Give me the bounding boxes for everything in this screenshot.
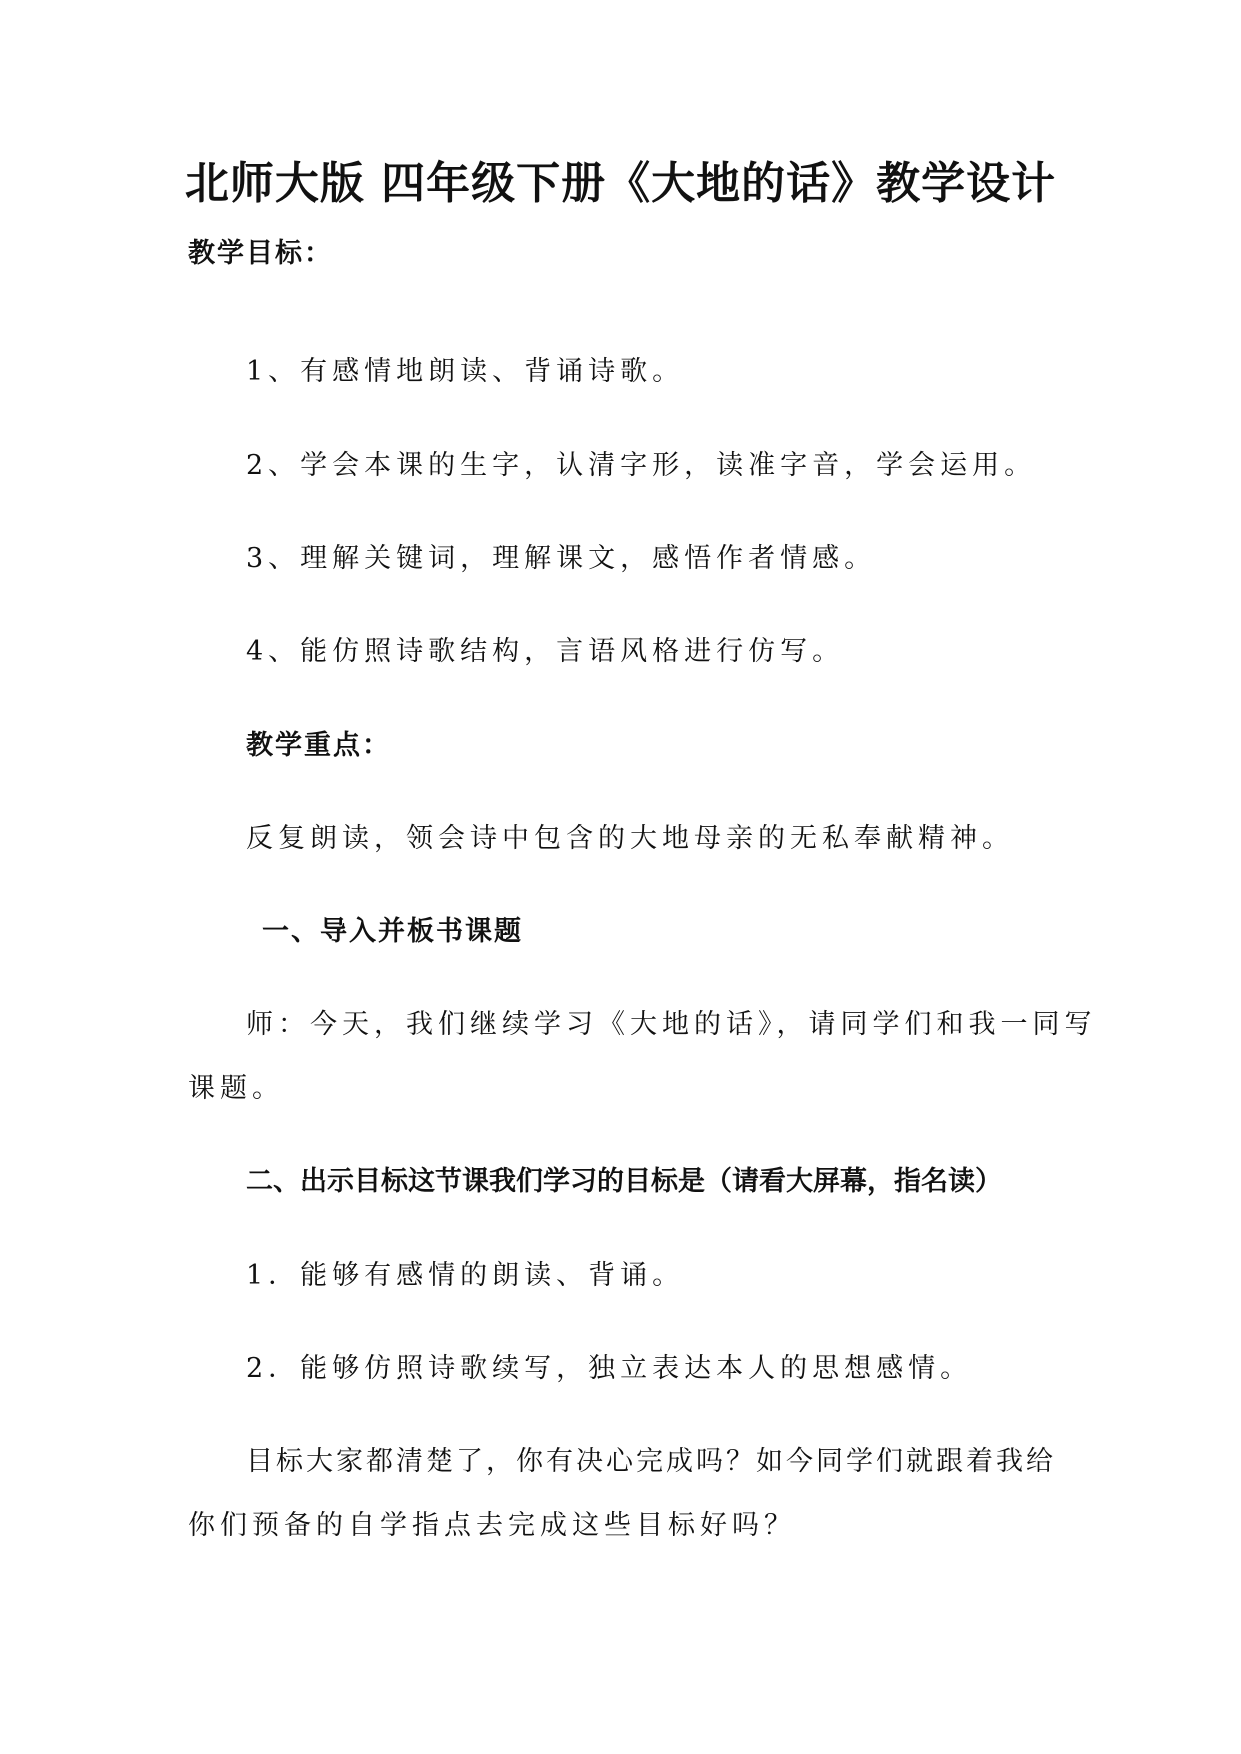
section-2-paragraph-line-1: 目标大家都清楚了，你有决心完成吗？如今同学们就跟着我给 — [246, 1446, 1056, 1477]
section-1-heading: 一、导入并板书课题 — [262, 916, 523, 947]
objective-item-4: 4、能仿照诗歌结构，言语风格进行仿写。 — [246, 636, 845, 667]
section-2-heading: 二、出示目标这节课我们学习的目标是（请看大屏幕，指名读） — [246, 1166, 1002, 1197]
objectives-heading: 教学目标： — [188, 238, 333, 269]
section-2-item-1: 1．能够有感情的朗读、背诵。 — [246, 1260, 685, 1291]
objective-item-3: 3、理解关键词，理解课文，感悟作者情感。 — [246, 543, 877, 574]
keypoint-text: 反复朗读，领会诗中包含的大地母亲的无私奉献精神。 — [246, 823, 1014, 854]
objective-item-2: 2、学会本课的生字，认清字形，读准字音，学会运用。 — [246, 450, 1037, 481]
keypoint-heading: 教学重点： — [246, 730, 391, 761]
section-2-item-2: 2．能够仿照诗歌续写，独立表达本人的思想感情。 — [246, 1353, 973, 1384]
document-title: 北师大版 四年级下册《大地的话》教学设计 — [184, 158, 1057, 209]
section-1-paragraph-line-1: 师：今天，我们继续学习《大地的话》，请同学们和我一同写 — [246, 1009, 1097, 1040]
objective-item-1: 1、有感情地朗读、背诵诗歌。 — [246, 356, 685, 387]
section-1-paragraph-line-2: 课题。 — [188, 1073, 284, 1104]
section-2-paragraph-line-2: 你们预备的自学指点去完成这些目标好吗？ — [188, 1510, 796, 1541]
